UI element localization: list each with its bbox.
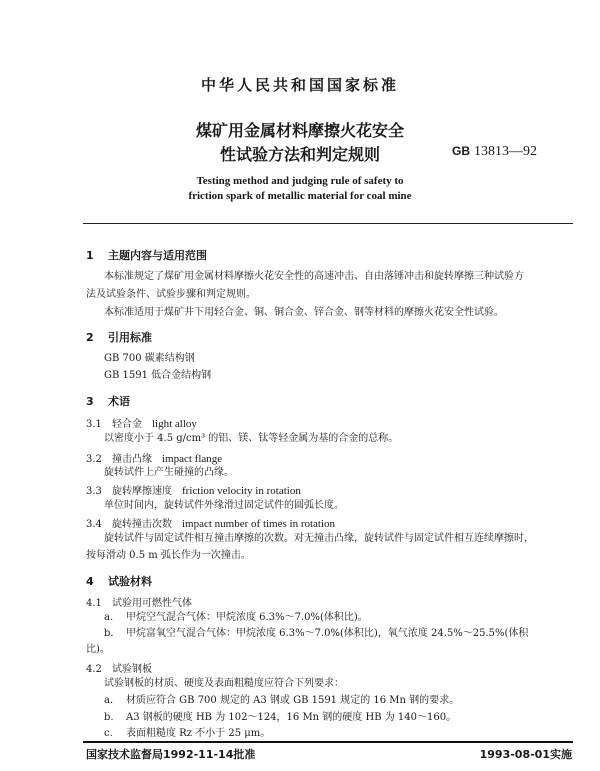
item-4-2-b: b. A3 钢板的硬度 HB 为 102～124，16 Mn 钢的硬度 HB 为 140～160。 bbox=[104, 712, 457, 723]
section-1-para1a: 本标准规定了煤矿用金属材料摩擦火花安全性的高速冲击、自由落锤冲击和旋转摩擦三种试验方 bbox=[104, 271, 524, 282]
english-title-line1: Testing method and judging rule of safety to bbox=[196, 175, 404, 187]
term-3-1: 3.1 轻合金 light alloy bbox=[86, 418, 197, 430]
term-3-4-definition-b: 按每滑动 0.5 m 弧长作为一次撞击。 bbox=[86, 550, 251, 561]
section-1-para1b: 法及试验条件、试验步骤和判定规则。 bbox=[86, 289, 256, 300]
subsection-4-2: 4.2 试验钢板 bbox=[86, 664, 152, 675]
term-3-2: 3.2 撞击凸缘 impact flange bbox=[86, 453, 223, 465]
section-1-para2: 本标准适用于煤矿井下用轻合金、铜、铜合金、锌合金、钢等材料的摩擦火花安全性试验。 bbox=[104, 307, 504, 318]
item-4-1-b-cont: 比)。 bbox=[86, 644, 110, 655]
standard-code: 13813—92 bbox=[474, 144, 537, 159]
effective-date: 1993-08-01实施 bbox=[479, 748, 572, 761]
title-divider bbox=[83, 223, 573, 224]
doc-title-line2: 性试验方法和判定规则 bbox=[219, 145, 380, 164]
english-title-line2: friction spark of metallic material for coal mine bbox=[188, 190, 412, 202]
reference-gb1591: GB 1591 低合金结构钢 bbox=[104, 370, 212, 381]
term-3-3: 3.3 旋转摩擦速度 friction velocity in rotation bbox=[86, 485, 301, 497]
term-3-3-definition: 单位时间内，旋转试件外缘滑过固定试件的圆弧长度。 bbox=[104, 500, 344, 511]
section-4-heading: 4 试验材料 bbox=[86, 575, 152, 588]
subsection-4-2-intro: 试验钢板的材质、硬度及表面粗糙度应符合下列要求： bbox=[104, 678, 344, 689]
standard-number bbox=[452, 144, 537, 160]
standard-prefix: GB bbox=[452, 144, 470, 158]
item-4-1-b: b. 甲烷富氧空气混合气体：甲烷浓度 6.3%～7.0%(体积比)，氧气浓度 24.5%～25.5%(体积 bbox=[104, 628, 529, 639]
term-3-4-definition-a: 旋转试件与固定试件相互撞击摩擦的次数。对无撞击凸缘，旋转试件与固定试件相互连续摩擦时， bbox=[104, 533, 534, 544]
national-standard-header: 中华人民共和国国家标准 bbox=[200, 76, 399, 94]
section-1-heading: 1 主题内容与适用范围 bbox=[86, 249, 207, 262]
term-3-1-definition: 以密度小于 4.5 g/cm³ 的铝、镁、钛等轻金属为基的合金的总称。 bbox=[104, 433, 399, 444]
reference-gb700: GB 700 碳素结构钢 bbox=[104, 353, 195, 364]
item-4-2-c: c. 表面粗糙度 Rz 不小于 25 μm。 bbox=[104, 728, 271, 739]
doc-title-line1: 煤矿用金属材料摩擦火花安全 bbox=[195, 121, 404, 140]
item-4-1-a: a. 甲烷空气混合气体：甲烷浓度 6.3%～7.0%(体积比)。 bbox=[104, 612, 368, 623]
footer-divider bbox=[83, 741, 573, 743]
subsection-4-1: 4.1 试验用可燃性气体 bbox=[86, 598, 192, 609]
term-3-2-definition: 旋转试件上产生碰撞的凸缘。 bbox=[104, 467, 234, 478]
term-3-4: 3.4 旋转撞击次数 impact number of times in rotation bbox=[86, 518, 336, 530]
item-4-2-a: a. 材质应符合 GB 700 规定的 A3 钢或 GB 1591 规定的 16 Mn 钢的要求。 bbox=[104, 695, 460, 706]
section-2-heading: 2 引用标准 bbox=[86, 331, 152, 344]
section-3-heading: 3 术语 bbox=[86, 395, 130, 408]
approval-date: 国家技术监督局1992-11-14批准 bbox=[86, 748, 256, 761]
